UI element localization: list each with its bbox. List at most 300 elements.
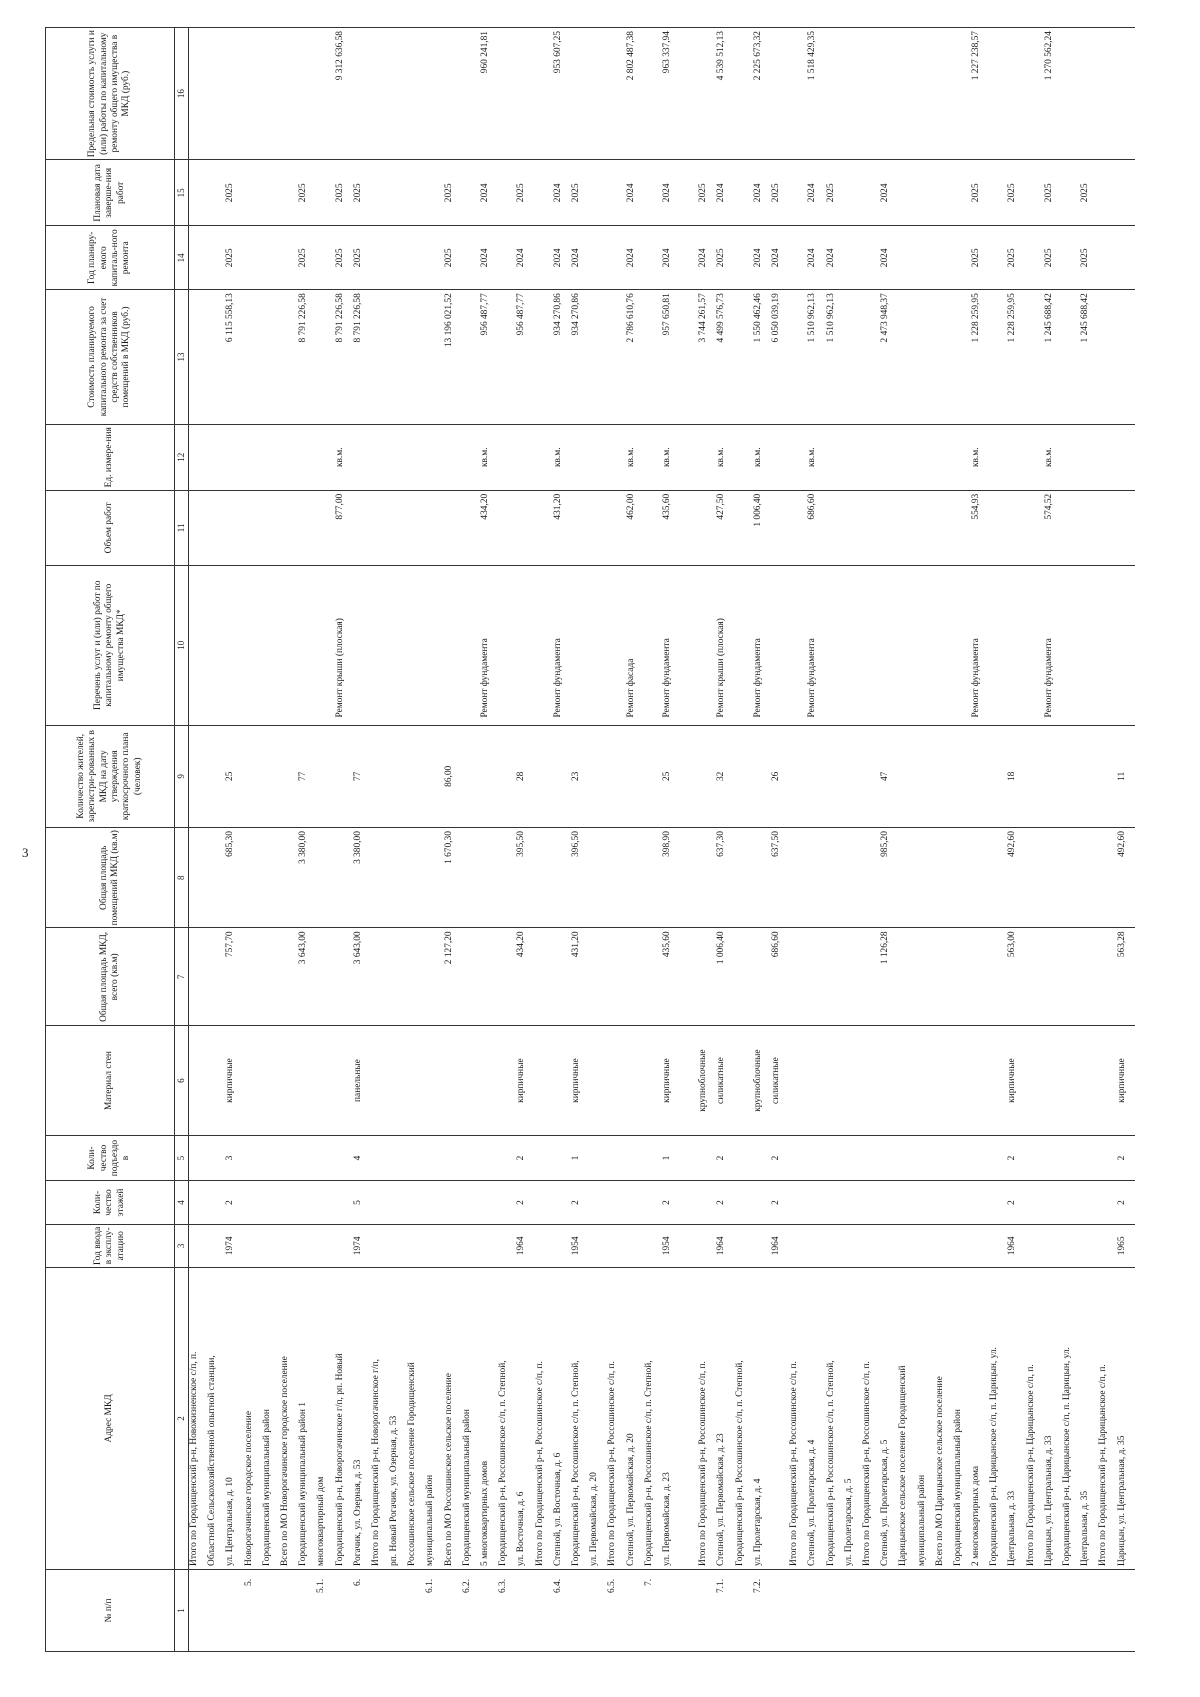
cell-line: 2 многоквартирных дома [971,1465,982,1566]
cell-line: 3 643,00 [352,931,363,965]
cell-line: 1974 [225,1236,236,1256]
cell-line [807,1228,825,1264]
cell-line [371,163,389,222]
cell-line [826,831,844,924]
cell-line [280,1228,298,1264]
cell-line [753,729,771,825]
cell-line [407,1029,425,1131]
cell-line: кирпичные [1007,1058,1018,1103]
cell-line [335,1029,353,1131]
cell-line [1044,831,1062,924]
cell-line [553,1029,571,1131]
cell-line: Городищенский р-н, Россошинское с/п, п. Степной, [570,1360,581,1566]
cell-line: 5. [243,1578,254,1586]
cell-line [444,31,462,156]
cell-line [316,494,334,562]
cell-line: 8 791 226,58 [352,293,363,343]
cell-line [316,569,334,722]
cell-line [535,31,553,156]
cell-line [935,729,953,825]
cell-line [189,494,207,562]
header-cell: Год планиру-емого капиталь-ного ремонта [46,226,175,290]
cell-line [807,1139,825,1178]
cell-line [935,1139,953,1178]
cell-line: 2024 [661,248,672,268]
cell-line [189,1184,207,1220]
cell-line: 7. [643,1578,654,1586]
cell-line [917,293,935,420]
cell-line [335,1573,353,1648]
cell-line [880,1184,898,1220]
cell-line: 1 518 429,35 [807,31,818,81]
cell-line [662,1573,680,1648]
cell-line [935,428,953,487]
cell-line [953,729,971,825]
cell-line: 1965 [1116,1236,1127,1256]
cell-line [516,1573,534,1648]
cell-line [425,1184,443,1220]
cell-line [753,931,771,1022]
cell-line [244,293,262,420]
cell-line [989,569,1007,722]
cell-line: 2 473 948,37 [880,293,891,343]
cell-line [316,428,334,487]
table-body-row [189,28,1135,1652]
cell-line [535,1029,553,1131]
cell-line [1080,1029,1098,1131]
cell-line: Степной, ул. Первомайская, д. 23 [716,1433,727,1566]
cell-line [444,494,462,562]
cell-line [826,31,844,156]
cell-line: 6.4. [552,1578,563,1594]
cell-line [898,1184,916,1220]
cell-line: 398,90 [661,831,672,857]
cell-line [589,163,607,222]
cell-line [244,494,262,562]
cell-line [607,31,625,156]
header-cell: Плановая дата заверше-ния работ [46,160,175,226]
cell-line [498,428,516,487]
cell-line [1026,293,1044,420]
cell-line [789,494,807,562]
cell-line [244,569,262,722]
column-number: 6 [175,1026,189,1135]
cell-line [626,831,644,924]
cell-line [425,31,443,156]
cell-line [1026,31,1044,156]
cell-line [935,229,953,286]
cell-line [389,1029,407,1131]
cell-line [207,1228,225,1264]
cell-line: 2 [570,1200,581,1205]
cell-line [862,569,880,722]
cell-line [971,1139,989,1178]
cell-line [498,729,516,825]
cell-line [989,831,1007,924]
cell-line: 2 [1116,1200,1127,1205]
cell-line [516,31,534,156]
cell-line: кирпичные [1116,1058,1127,1103]
cell-line [680,831,698,924]
cell-line [1098,1228,1116,1264]
cell-line [480,831,498,924]
cell-line [1098,931,1116,1022]
cell-line: Городищенский р-н, Россошинское с/п, п. Степной, [643,1360,654,1566]
cell-line: Ремонт фундамента [807,638,818,718]
cell-line: 2025 [825,183,836,203]
cell-line [898,1228,916,1264]
cell-line [280,1573,298,1648]
cell-line [971,931,989,1022]
cell-line [407,1139,425,1178]
cell-line [607,1228,625,1264]
cell-line [789,1029,807,1131]
cell-line [771,494,789,562]
cell-line [1026,229,1044,286]
cell-line [644,1029,662,1131]
header-cell: Предельная стоимость услуги и (или) работы по капитальному ремонту общего имущества в МКД (руб.) [46,28,175,160]
cell-line [789,1228,807,1264]
cell-line [753,1139,771,1178]
cell-line: 563,00 [1007,931,1018,958]
cell-line [989,229,1007,286]
cell-line: Итого по Городищенский р-н, Россошинское с/п, п. [789,1361,800,1566]
cell-line: 960 241,81 [480,31,490,74]
cell-line: 2024 [570,248,581,268]
cell-line: Ремонт фундамента [552,638,563,718]
cell-line [953,1029,971,1131]
cell-line: 77 [298,771,309,781]
cell-line [989,1228,1007,1264]
cell-line [753,831,771,924]
cell-line: Новорогачинское городское поселение [243,1411,254,1566]
cell-line [480,1573,498,1648]
cell-line [626,1228,644,1264]
cell-line: 963 337,94 [661,31,672,74]
cell-line: 2 802 487,38 [625,31,636,81]
cell-line [644,1184,662,1220]
cell-line: 2024 [752,183,763,203]
cell-line [971,831,989,924]
cell-line [753,1228,771,1264]
cell-line [553,1139,571,1178]
cell-line [607,293,625,420]
cell-line: Итого по Городищенский р-н, Россошинское с/п, п. [698,1361,709,1566]
cell-line: 2 225 673,32 [752,31,763,81]
cell-line: Рогачик, ул. Озерная, д. 53 [352,1459,363,1566]
cell-line [535,293,553,420]
cell-line [953,31,971,156]
col-volume-cells [189,490,1135,565]
cell-line [807,729,825,825]
cell-line: кв.м. [480,447,490,468]
cell-line [425,1228,443,1264]
col-entrances-cells [189,1135,1135,1181]
cell-line [953,1184,971,1220]
cell-line [262,1029,280,1131]
cell-line: кв.м. [1043,447,1054,468]
cell-line [607,729,625,825]
cell-line [207,1029,225,1131]
cell-line [607,831,625,924]
cell-line [189,1029,207,1131]
cell-line [189,1228,207,1264]
cell-line [680,931,698,1022]
cell-line: 6. [352,1578,363,1586]
cell-line [735,428,753,487]
cell-line [826,428,844,487]
cell-line [407,229,425,286]
cell-line: Степной, ул. Восточная, д. 6 [552,1452,563,1566]
cell-line: 2025 [443,248,454,268]
cell-line: муниципальный район [916,1474,927,1566]
cell-line: 2024 [661,183,672,203]
cell-line [316,31,334,156]
cell-line [407,1184,425,1220]
cell-line [535,229,553,286]
cell-line [989,1184,1007,1220]
cell-line [535,569,553,722]
cell-line [498,229,516,286]
cell-line [207,1139,225,1178]
cell-line [862,1139,880,1178]
cell-line: Ремонт фундамента [480,638,490,718]
cell-line [735,1029,753,1131]
header-cell: Коли-чество этажей [46,1181,175,1224]
cell-line: 2025 [225,183,236,203]
cell-line [698,428,716,487]
cell-line: крупноблочные [752,1049,763,1112]
cell-line: Областной Сельскохозяйственной опытной станции, [207,1355,218,1566]
cell-line [644,729,662,825]
column-number: 10 [175,565,189,725]
cell-line [553,1184,571,1220]
cell-line: 934 270,86 [570,293,581,336]
cell-line: кв.м. [716,447,727,468]
cell-line [571,31,589,156]
cell-line [1080,729,1098,825]
cell-line: 1 245 688,42 [1043,293,1054,343]
cell-line [917,729,935,825]
cell-line [789,931,807,1022]
cell-line [789,1184,807,1220]
cell-line [607,229,625,286]
cell-line [1080,1139,1098,1178]
cell-line [498,31,516,156]
cell-line [462,31,480,156]
cell-line [480,1228,498,1264]
cell-line: 2025 [1043,183,1054,203]
cell-line: кирпичные [516,1058,527,1103]
cell-line: 2 [716,1200,727,1205]
cell-line [862,1228,880,1264]
cell-line [680,1139,698,1178]
cell-line [262,163,280,222]
cell-line [462,1029,480,1131]
cell-line [262,229,280,286]
cell-line: Итого по Городищенский р-н, Россошинское с/п, п. [861,1361,872,1566]
cell-line [225,569,243,722]
cell-line [898,494,916,562]
cell-line [462,229,480,286]
cell-line [371,494,389,562]
cell-line [735,1573,753,1648]
cell-line [589,229,607,286]
cell-line [516,494,534,562]
cell-line [789,729,807,825]
cell-line: 23 [570,771,581,781]
cell-line [698,1573,716,1648]
cell-line [371,293,389,420]
cell-line [680,1271,698,1566]
cell-line: 26 [771,771,781,781]
cell-line [480,1029,498,1131]
col-address-cells [189,1267,1135,1569]
cell-line [644,428,662,487]
cell-line: 1 126,28 [880,931,891,965]
cell-line [844,831,862,924]
cell-line [353,31,371,156]
cell-line [244,1029,262,1131]
cell-line: 1964 [1007,1236,1018,1256]
cell-line: 2 [1007,1155,1018,1161]
cell-line [225,1573,243,1648]
cell-line [1098,1139,1116,1178]
cell-line [335,831,353,924]
cell-line [953,229,971,286]
cell-line [844,1029,862,1131]
cell-line [480,729,498,825]
cell-line [1062,1029,1080,1131]
cell-line: 2024 [480,183,490,203]
cell-line [335,1228,353,1264]
cell-line [298,1029,316,1131]
cell-line [280,229,298,286]
cell-line [1026,729,1044,825]
cell-line [280,1139,298,1178]
cell-line [680,1029,698,1131]
cell-line: 3 380,00 [352,831,363,864]
col-residents-cells [189,725,1135,828]
cell-line: 2 [771,1200,781,1205]
cell-line [680,494,698,562]
header-cell: Год ввода в эксплу-атацию [46,1224,175,1267]
cell-line [626,1184,644,1220]
cell-line [280,494,298,562]
cell-line [571,494,589,562]
cell-line: 2 [1116,1155,1127,1161]
cell-line [189,229,207,286]
cell-line [935,1029,953,1131]
cell-line [389,163,407,222]
cell-line [917,31,935,156]
cell-line [425,569,443,722]
cell-line [807,931,825,1022]
cell-line [244,1139,262,1178]
cell-line [535,931,553,1022]
cell-line: Ремонт фундамента [1043,638,1054,718]
cell-line [498,293,516,420]
cell-line [280,31,298,156]
cell-line [407,293,425,420]
cell-line [862,931,880,1022]
cell-line: рп. Новый Рогачик, ул. Озерная, д. 53 [389,1415,400,1566]
cell-line [698,569,716,722]
cell-line: 1 [570,1155,581,1161]
cell-line [262,1573,280,1648]
column-number: 13 [175,290,189,424]
cell-line [316,229,334,286]
cell-line: 2 [1007,1200,1018,1205]
cell-line: 2025 [352,248,363,268]
cell-line [280,729,298,825]
cell-line [735,229,753,286]
cell-line [316,931,334,1022]
cell-line [935,31,953,156]
cell-line: кв.м. [807,447,818,468]
cell-line: 434,20 [516,931,527,958]
cell-line [789,831,807,924]
cell-line [389,428,407,487]
cell-line: 5.1. [316,1578,327,1594]
cell-line: 2 786 610,76 [625,293,636,343]
cell-line: ул. Первомайская, д. 23 [661,1472,672,1566]
cell-line [553,729,571,825]
cell-line [680,1184,698,1220]
header-cell: Ед. измере-ния [46,424,175,490]
cell-line: Ремонт фасада [625,658,636,718]
cell-line: 77 [352,771,363,781]
cell-line: 686,60 [807,493,818,520]
cell-line: 396,50 [570,831,581,857]
cell-line [244,428,262,487]
cell-line [1080,831,1098,924]
rotated-table-page [45,27,1185,1652]
cell-line [917,1228,935,1264]
cell-line [371,1184,389,1220]
cell-line [1062,1139,1080,1178]
cell-line [189,1139,207,1178]
cell-line: 1964 [771,1236,781,1256]
cell-line: 2 [516,1200,527,1205]
cell-line [789,163,807,222]
cell-line: 2024 [552,248,563,268]
col-completion-date-cells [189,160,1135,226]
cell-line [207,1184,225,1220]
cell-line: 877,00 [334,493,345,520]
cell-line: 686,60 [771,931,781,958]
cell-line [1026,1139,1044,1178]
cell-line [444,1029,462,1131]
cell-line: 3 [225,1155,236,1161]
cell-line [262,1184,280,1220]
cell-line [298,1184,316,1220]
cell-line [535,831,553,924]
cell-line [389,229,407,286]
cell-line [735,729,753,825]
cell-line: 1 006,40 [752,493,763,527]
cell-line: кв.м. [752,447,763,468]
cell-line: кирпичные [661,1058,672,1103]
cell-line [425,1029,443,1131]
cell-line [589,428,607,487]
cell-line [953,831,971,924]
cell-line [898,31,916,156]
cell-line [207,931,225,1022]
cell-line [680,1573,698,1648]
cell-line [407,163,425,222]
cell-line: 2025 [570,183,581,203]
